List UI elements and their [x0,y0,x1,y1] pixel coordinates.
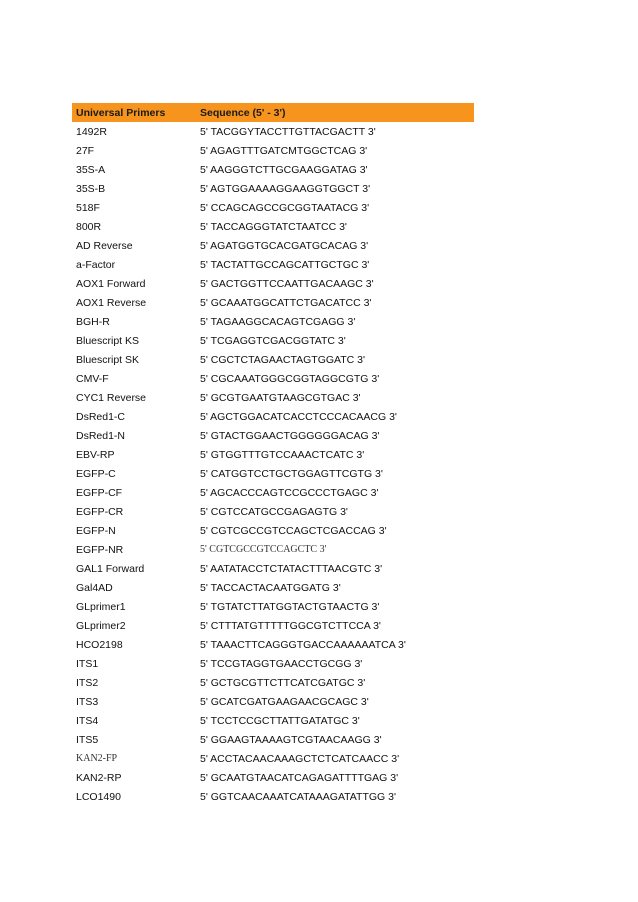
primer-name: ITS3 [76,695,99,708]
primer-name: EGFP-N [76,524,116,537]
table-row [72,787,474,806]
table-row [72,521,474,540]
table-row [72,464,474,483]
table-row [72,654,474,673]
primer-sequence: 5' TACGGYTACCTTGTTACGACTT 3' [200,125,376,138]
primer-name: KAN2-RP [76,771,122,784]
primer-sequence: 5' AAGGGTCTTGCGAAGGATAG 3' [200,163,368,176]
primer-name: BGH-R [76,315,110,328]
primer-name: 518F [76,201,100,214]
primer-sequence: 5' CATGGTCCTGCTGGAGTTCGTG 3' [200,467,383,480]
table-row [72,616,474,635]
primer-name: GLprimer1 [76,600,126,613]
table-row [72,122,474,141]
primer-name: EGFP-CR [76,505,124,518]
table-row [72,578,474,597]
primer-name: ITS4 [76,714,99,727]
primer-sequence: 5' TCGAGGTCGACGGTATC 3' [200,334,346,347]
primer-name: AOX1 Reverse [76,296,147,309]
primer-sequence: 5' AGCACCCAGTCCGCCCTGAGC 3' [200,486,379,499]
primer-table [72,103,474,806]
primer-sequence: 5' TCCGTAGGTGAACCTGCGG 3' [200,657,363,670]
table-row [72,350,474,369]
primer-name: AD Reverse [76,239,133,252]
table-row [72,293,474,312]
table-row [72,730,474,749]
table-row [72,274,474,293]
primer-sequence: 5' AGTGGAAAAGGAAGGTGGCT 3' [200,182,371,195]
primer-sequence: 5' CGTCGCCGTCCAGCTC 3' [200,544,327,555]
table-row [72,445,474,464]
primer-sequence: 5' GGAAGTAAAAGTCGTAACAAGG 3' [200,733,382,746]
primer-sequence: 5' AATATACCTCTATACTTTAACGTC 3' [200,562,383,575]
primer-sequence: 5' TAAACTTCAGGGTGACCAAAAAATCA 3' [200,638,406,651]
primer-sequence: 5' GACTGGTTCCAATTGACAAGC 3' [200,277,374,290]
primer-sequence: 5' CGTCCATGCCGAGAGTG 3' [200,505,348,518]
table-row [72,749,474,768]
header-sequence: Sequence (5' - 3') [196,103,474,122]
table-row [72,160,474,179]
primer-sequence: 5' AGCTGGACATCACCTCCCACAACG 3' [200,410,397,423]
table-row [72,217,474,236]
primer-name: CMV-F [76,372,109,385]
primer-sequence: 5' TACCAGGGTATCTAATCC 3' [200,220,347,233]
primer-name: 27F [76,144,95,157]
primer-sequence: 5' GTACTGGAACTGGGGGGACAG 3' [200,429,380,442]
primer-sequence: 5' GCAATGTAACATCAGAGATTTTGAG 3' [200,771,399,784]
primer-sequence: 5' CGTCGCCGTCCAGCTCGACCAG 3' [200,524,387,537]
primer-sequence: 5' TACTATTGCCAGCATTGCTGC 3' [200,258,370,271]
primer-sequence: 5' GCGTGAATGTAAGCGTGAC 3' [200,391,361,404]
primer-name: Bluescript KS [76,334,140,347]
table-row [72,597,474,616]
primer-sequence: 5' GCATCGATGAAGAACGCAGC 3' [200,695,369,708]
table-row [72,483,474,502]
table-row [72,673,474,692]
primer-sequence: 5' TAGAAGGCACAGTCGAGG 3' [200,315,356,328]
table-row [72,540,474,559]
primer-name: 1492R [76,125,107,138]
table-row [72,426,474,445]
primer-name: ITS2 [76,676,99,689]
table-row [72,635,474,654]
table-header-row [72,103,474,122]
table-row [72,255,474,274]
table-row [72,312,474,331]
primer-sequence: 5' CCAGCAGCCGCGGTAATACG 3' [200,201,370,214]
primer-name: EGFP-C [76,467,116,480]
primer-name: ITS5 [76,733,99,746]
primer-name: EBV-RP [76,448,115,461]
table-row [72,388,474,407]
table-row [72,768,474,787]
primer-name: DsRed1-C [76,410,126,423]
primer-name: KAN2-FP [76,753,118,764]
primer-name: 800R [76,220,102,233]
table-row [72,692,474,711]
primer-sequence: 5' GCTGCGTTCTTCATCGATGC 3' [200,676,366,689]
primer-name: Gal4AD [76,581,113,594]
header-primer-name: Universal Primers [72,103,196,122]
table-row [72,369,474,388]
primer-name: GAL1 Forward [76,562,145,575]
primer-name: LCO1490 [76,790,121,803]
table-row [72,331,474,350]
table-row [72,236,474,255]
primer-sequence: 5' CGCAAATGGGCGGTAGGCGTG 3' [200,372,380,385]
primer-sequence: 5' AGATGGTGCACGATGCACAG 3' [200,239,369,252]
primer-name: 35S-B [76,182,106,195]
primer-name: AOX1 Forward [76,277,146,290]
primer-sequence: 5' AGAGTTTGATCMTGGCTCAG 3' [200,144,368,157]
primer-sequence: 5' TACCACTACAATGGATG 3' [200,581,341,594]
table-row [72,198,474,217]
table-body [72,122,474,806]
primer-sequence: 5' GCAAATGGCATTCTGACATCC 3' [200,296,372,309]
table-row [72,179,474,198]
primer-name: EGFP-NR [76,543,124,556]
primer-sequence: 5' CTTTATGTTTTTGGCGTCTTCCA 3' [200,619,381,632]
table-row [72,559,474,578]
primer-name: a-Factor [76,258,116,271]
primer-name: EGFP-CF [76,486,123,499]
primer-sequence: 5' GGTCAACAAATCATAAAGATATTGG 3' [200,790,396,803]
table-row [72,141,474,160]
primer-name: Bluescript SK [76,353,140,366]
primer-sequence: 5' ACCTACAACAAAGCTCTCATCAACC 3' [200,752,400,765]
table-row [72,407,474,426]
primer-name: CYC1 Reverse [76,391,147,404]
primer-sequence: 5' GTGGTTTGTCCAAACTCATC 3' [200,448,365,461]
primer-name: HCO2198 [76,638,123,651]
table-row [72,711,474,730]
primer-sequence: 5' TGTATCTTATGGTACTGTAACTG 3' [200,600,380,613]
primer-name: 35S-A [76,163,106,176]
primer-sequence: 5' TCCTCCGCTTATTGATATGC 3' [200,714,360,727]
primer-name: GLprimer2 [76,619,126,632]
primer-sequence: 5' CGCTCTAGAACTAGTGGATC 3' [200,353,366,366]
primer-name: DsRed1-N [76,429,126,442]
table-row [72,502,474,521]
primer-name: ITS1 [76,657,99,670]
